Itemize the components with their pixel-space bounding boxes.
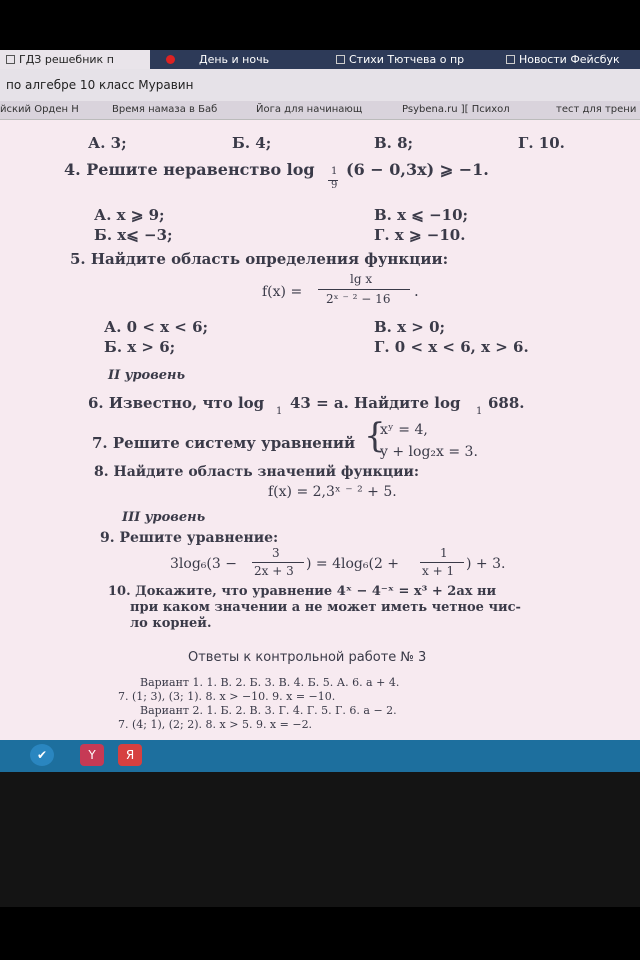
q5-numerator: lg x	[350, 272, 373, 286]
answers-v1-line-1: Вариант 1. 1. В. 2. Б. 3. В. 4. Б. 5. А. 6. a + 4.	[140, 676, 400, 689]
answers-v2-line-2: 7. (4; 1), (2; 2). 8. x > 5. 9. x = −2.	[118, 718, 313, 731]
q5-fx: f(x) =	[262, 284, 303, 300]
bookmark-namaz[interactable]: Время намаза в Баб	[112, 104, 218, 115]
yandex-browser-icon[interactable]: Я	[118, 744, 142, 766]
checkmark-app-icon[interactable]: ✔	[30, 744, 54, 766]
level-3-heading: III уровень	[122, 510, 206, 525]
q6-sub2: 1	[476, 406, 483, 417]
q4-base-num: 1	[331, 166, 338, 177]
question-9: 9. Решите уравнение:	[100, 530, 279, 546]
taskbar	[0, 740, 640, 772]
q5-dot: .	[414, 282, 419, 300]
page-icon	[6, 55, 15, 64]
q6-sub1: 1	[276, 406, 283, 417]
q9-middle: ) = 4log₆(2 +	[306, 556, 400, 572]
answers-v1-line-2: 7. (1; 3), (3; 1). 8. x > −10. 9. x = −10.	[118, 690, 336, 703]
q9-left: 3log₆(3 −	[170, 556, 237, 572]
q5-answer-c: В. x > 0;	[374, 318, 446, 336]
answers-title: Ответы к контрольной работе № 3	[188, 650, 427, 665]
q8-function: f(x) = 2,3ˣ ⁻ ² + 5.	[268, 484, 397, 500]
page-icon	[336, 55, 345, 64]
q3-answer-d: Г. 10.	[518, 134, 565, 152]
q4-base-den: 9	[331, 180, 338, 191]
bookmark-test[interactable]: тест для трени	[556, 104, 637, 115]
q7-equation-2: y + log₂x = 3.	[380, 444, 478, 460]
q4-answer-a: А. x ⩾ 9;	[94, 206, 165, 224]
q9-end: ) + 3.	[466, 556, 506, 572]
monitor-bezel	[0, 772, 640, 907]
page-icon	[506, 55, 515, 64]
browser-tab-bar	[0, 50, 640, 69]
q4-expression: (6 − 0,3x) ⩾ −1.	[346, 160, 489, 179]
system-brace: {	[364, 416, 386, 456]
q5-answer-b: Б. x > 6;	[104, 338, 176, 356]
question-5: 5. Найдите область определения функции:	[70, 250, 449, 268]
opera-icon	[166, 55, 175, 64]
q9-frac1-bar	[252, 562, 304, 563]
q9-frac2-bar	[420, 562, 464, 563]
page-title: по алгебре 10 класс Муравин	[0, 69, 640, 101]
textbook-page	[0, 120, 640, 740]
q4-answer-b: Б. x⩽ −3;	[94, 226, 173, 244]
q3-answer-b: Б. 4;	[232, 134, 272, 152]
q5-answer-d: Г. 0 < x < 6, x > 6.	[374, 338, 529, 356]
question-10-line-2: при каком значении a не может иметь четное чис-	[130, 600, 521, 615]
q4-answer-c: В. x ⩽ −10;	[374, 206, 469, 224]
q9-frac1-den: 2x + 3	[254, 564, 294, 578]
q5-fraction-bar	[318, 289, 410, 290]
q9-frac2-num: 1	[440, 546, 448, 560]
q3-answer-a: А. 3;	[88, 134, 127, 152]
monitor-screen	[0, 50, 640, 772]
question-10-line-1: 10. Докажите, что уравнение 4ˣ − 4⁻ˣ = x³ + 2ax ни	[108, 584, 497, 599]
q6-end: 688.	[488, 394, 525, 412]
q3-answer-c: В. 8;	[374, 134, 414, 152]
q4-answer-d: Г. x ⩾ −10.	[374, 226, 466, 244]
yandex-y-icon[interactable]: Y	[80, 744, 104, 766]
question-10-line-3: ло корней.	[130, 616, 212, 631]
tab-tyutchev[interactable]: Стихи Тютчева о пр	[330, 50, 490, 69]
question-4: 4. Решите неравенство log	[64, 160, 315, 179]
tab-gdz[interactable]: ГДЗ решебник п	[0, 50, 150, 69]
q9-frac2-den: x + 1	[422, 564, 455, 578]
question-6: 6. Известно, что log	[88, 394, 265, 412]
q9-frac1-num: 3	[272, 546, 280, 560]
bookmark-psybena[interactable]: Psybena.ru ][ Психол	[402, 104, 510, 115]
q7-equation-1: xʸ = 4,	[380, 422, 428, 438]
tab-news[interactable]: Новости Фейсбук	[500, 50, 640, 69]
q5-answer-a: А. 0 < x < 6;	[104, 318, 209, 336]
q5-denominator: 2ˣ ⁻ ² − 16	[326, 292, 391, 306]
question-7: 7. Решите систему уравнений	[92, 434, 356, 452]
question-8: 8. Найдите область значений функции:	[94, 464, 420, 480]
tab-day-night[interactable]: День и ночь	[160, 50, 320, 69]
bookmark-orden[interactable]: йский Орден Н	[0, 104, 79, 115]
bookmarks-bar	[0, 101, 640, 120]
bookmark-yoga[interactable]: Йога для начинающ	[256, 104, 363, 115]
level-2-heading: II уровень	[108, 368, 186, 383]
q6-middle: 43 = a. Найдите log	[290, 394, 461, 412]
answers-v2-line-1: Вариант 2. 1. Б. 2. В. 3. Г. 4. Г. 5. Г. 6. a − 2.	[140, 704, 397, 717]
